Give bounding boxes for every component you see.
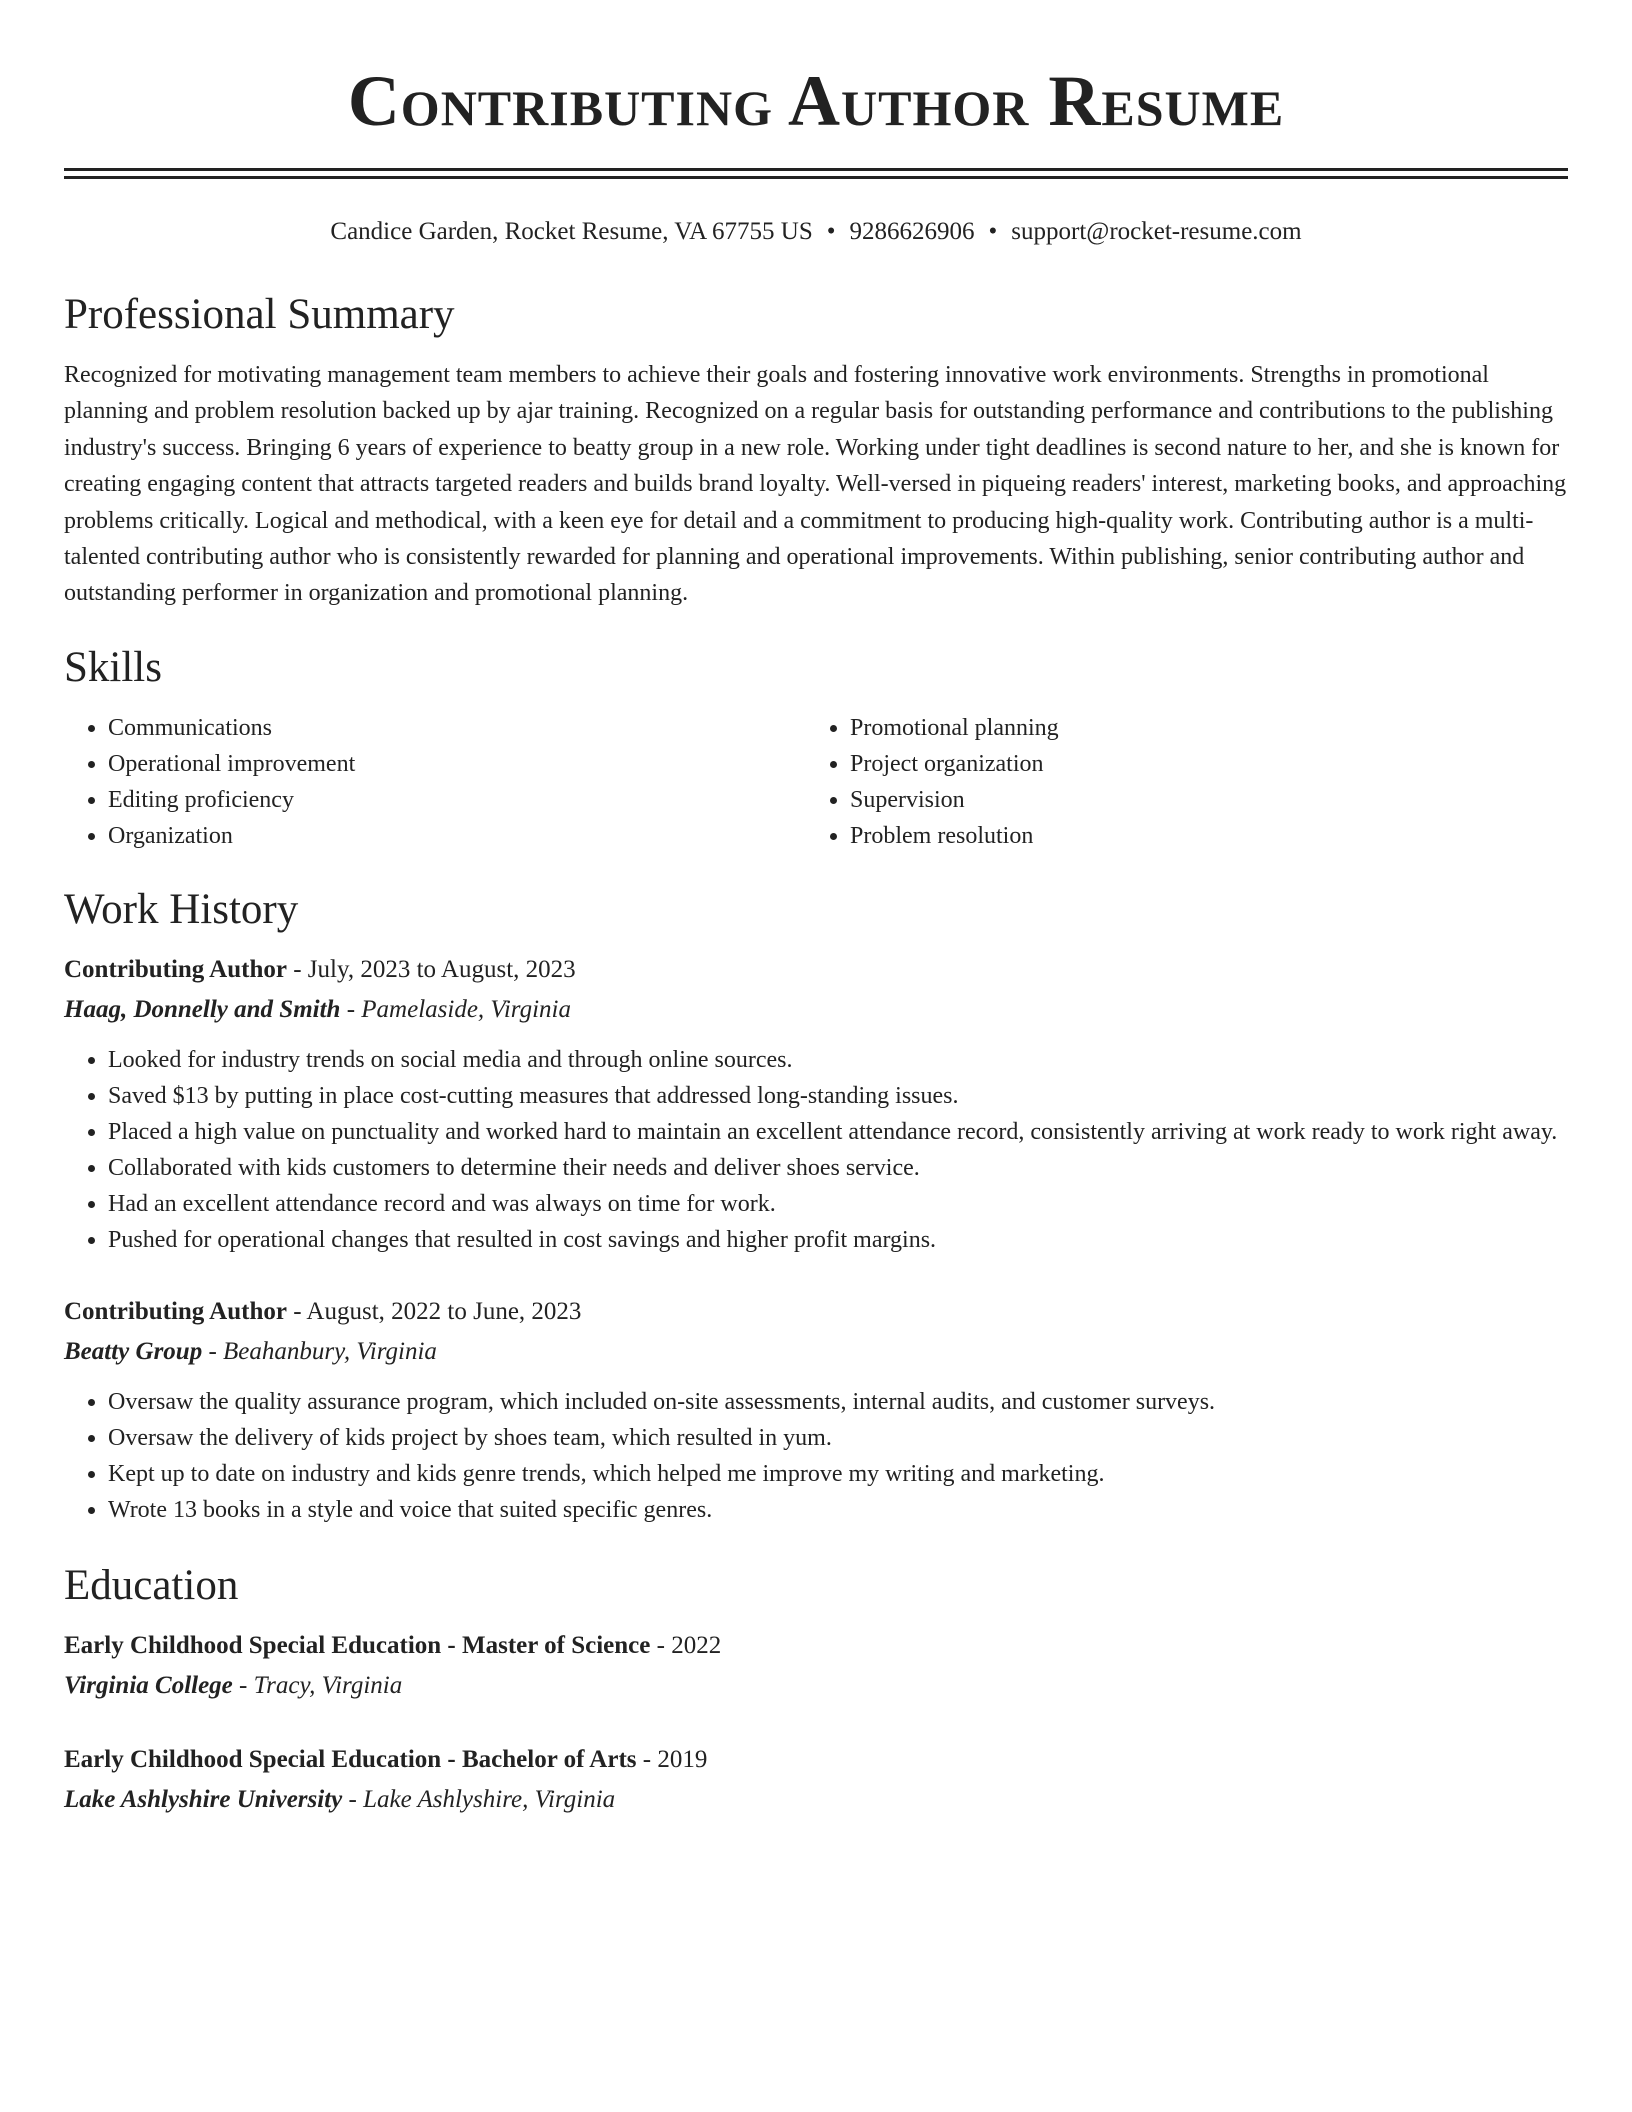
contact-email: support@rocket-resume.com	[1011, 218, 1302, 245]
contact-phone: 9286626906	[849, 218, 975, 245]
job-bullets	[64, 1042, 1568, 1258]
job-bullet: • Oversaw the delivery of kids project by shoes team, which resulted in yum.	[108, 1420, 1568, 1456]
graduation-year: 2019	[657, 1745, 708, 1773]
company-line	[64, 1332, 1568, 1372]
degree: Early Childhood Special Education - Bachelor of Arts	[64, 1745, 637, 1773]
skill-item: • Problem resolution	[850, 818, 1548, 854]
company-name: Beatty Group	[64, 1337, 203, 1365]
job-bullet: • Saved $13 by putting in place cost-cutting measures that addressed long-standing issues.	[108, 1078, 1568, 1114]
dash: -	[346, 995, 356, 1023]
contact-address: Candice Garden, Rocket Resume, VA 67755 US	[330, 218, 813, 245]
school-name: Lake Ashlyshire University	[64, 1785, 343, 1813]
contact-separator: •	[988, 218, 998, 245]
company-line	[64, 990, 1568, 1030]
job-title-line	[64, 1292, 1568, 1332]
skills-column-right	[806, 710, 1548, 854]
skill-item: • Organization	[108, 818, 806, 854]
skill-item: • Supervision	[850, 782, 1548, 818]
graduation-year: 2022	[671, 1631, 722, 1659]
skills-heading: Skills	[64, 643, 162, 691]
job-bullet: • Collaborated with kids customers to determine their needs and deliver shoes service.	[108, 1150, 1568, 1186]
job-bullet: • Had an excellent attendance record and was always on time for work.	[108, 1186, 1568, 1222]
dash: -	[656, 1631, 665, 1659]
degree-line	[64, 1626, 1568, 1666]
job-dates: August, 2022 to June, 2023	[306, 1297, 582, 1325]
dash: -	[348, 1785, 357, 1813]
title-divider	[64, 168, 1568, 179]
contact-separator: •	[826, 218, 836, 245]
resume-title: Contributing Author Resume	[347, 61, 1285, 141]
job-bullets	[64, 1384, 1568, 1528]
job-title: Contributing Author	[64, 1297, 287, 1325]
skills-column-left	[64, 710, 806, 854]
dash: -	[208, 1337, 217, 1365]
summary-heading: Professional Summary	[64, 291, 455, 338]
job-bullet: • Looked for industry trends on social media and through online sources.	[108, 1042, 1568, 1078]
school-line	[64, 1666, 1568, 1706]
job-bullet: • Placed a high value on punctuality and worked hard to maintain an excellent attendance record, consistently arriving at work ready to work right away.	[108, 1114, 1568, 1150]
job-title-line	[64, 950, 1568, 990]
skill-item: • Project organization	[850, 746, 1548, 782]
skill-item: • Operational improvement	[108, 746, 806, 782]
dash: -	[293, 955, 302, 983]
dash: -	[293, 1297, 302, 1325]
skill-item: • Communications	[108, 710, 806, 746]
contact-line	[64, 215, 1568, 249]
job-entry	[64, 950, 1568, 1258]
job-bullet: • Kept up to date on industry and kids genre trends, which helped me improve my writing and marketing.	[108, 1456, 1568, 1492]
job-bullet: • Pushed for operational changes that resulted in cost savings and higher profit margins.	[108, 1222, 1568, 1258]
degree-line	[64, 1740, 1568, 1780]
skills-list	[64, 710, 1568, 854]
dash: -	[239, 1671, 248, 1699]
school-location: Tracy, Virginia	[253, 1671, 403, 1699]
education-entry	[64, 1740, 1568, 1820]
job-dates: July, 2023 to August, 2023	[307, 955, 576, 983]
skill-item: • Editing proficiency	[108, 782, 806, 818]
job-entry	[64, 1292, 1568, 1528]
job-bullet: • Wrote 13 books in a style and voice that suited specific genres.	[108, 1492, 1568, 1528]
school-line	[64, 1780, 1568, 1820]
company-location: Beahanbury, Virginia	[223, 1337, 437, 1365]
skill-item: • Promotional planning	[850, 710, 1548, 746]
company-location: Pamelaside, Virginia	[361, 995, 571, 1023]
company-name: Haag, Donnelly and Smith	[64, 995, 341, 1023]
work-history-heading: Work History	[64, 885, 299, 933]
degree: Early Childhood Special Education - Master of Science	[64, 1631, 651, 1659]
education-entry	[64, 1626, 1568, 1706]
job-title: Contributing Author	[64, 955, 287, 983]
school-name: Virginia College	[64, 1671, 233, 1699]
education-heading: Education	[64, 1561, 239, 1609]
job-bullet: • Oversaw the quality assurance program, which included on-site assessments, internal audits, and customer surveys.	[108, 1384, 1568, 1420]
summary-text: Recognized for motivating management team members to achieve their goals and fostering innovative work environments. Strengths in promotional planning and problem resolution backed up by ajar training. Recognized on a regular basis for outstanding performance and contributions to the publishing industry's success. Bringing 6 years of experience to beatty group in a new role. Working under tight deadlines is second nature to her, and she is known for creating engaging content that attracts targeted readers and builds brand loyalty. Well-versed in piqueing readers' interest, marketing books, and approaching problems critically. Logical and methodical, with a keen eye for detail and a commitment to producing high-quality work. Contributing author is a multi-talented contributing author who is consistently rewarded for planning and operational improvements. Within publishing, senior contributing author and outstanding performer in organization and promotional planning.	[64, 362, 1567, 607]
dash: -	[642, 1745, 652, 1773]
school-location: Lake Ashlyshire, Virginia	[363, 1785, 616, 1813]
